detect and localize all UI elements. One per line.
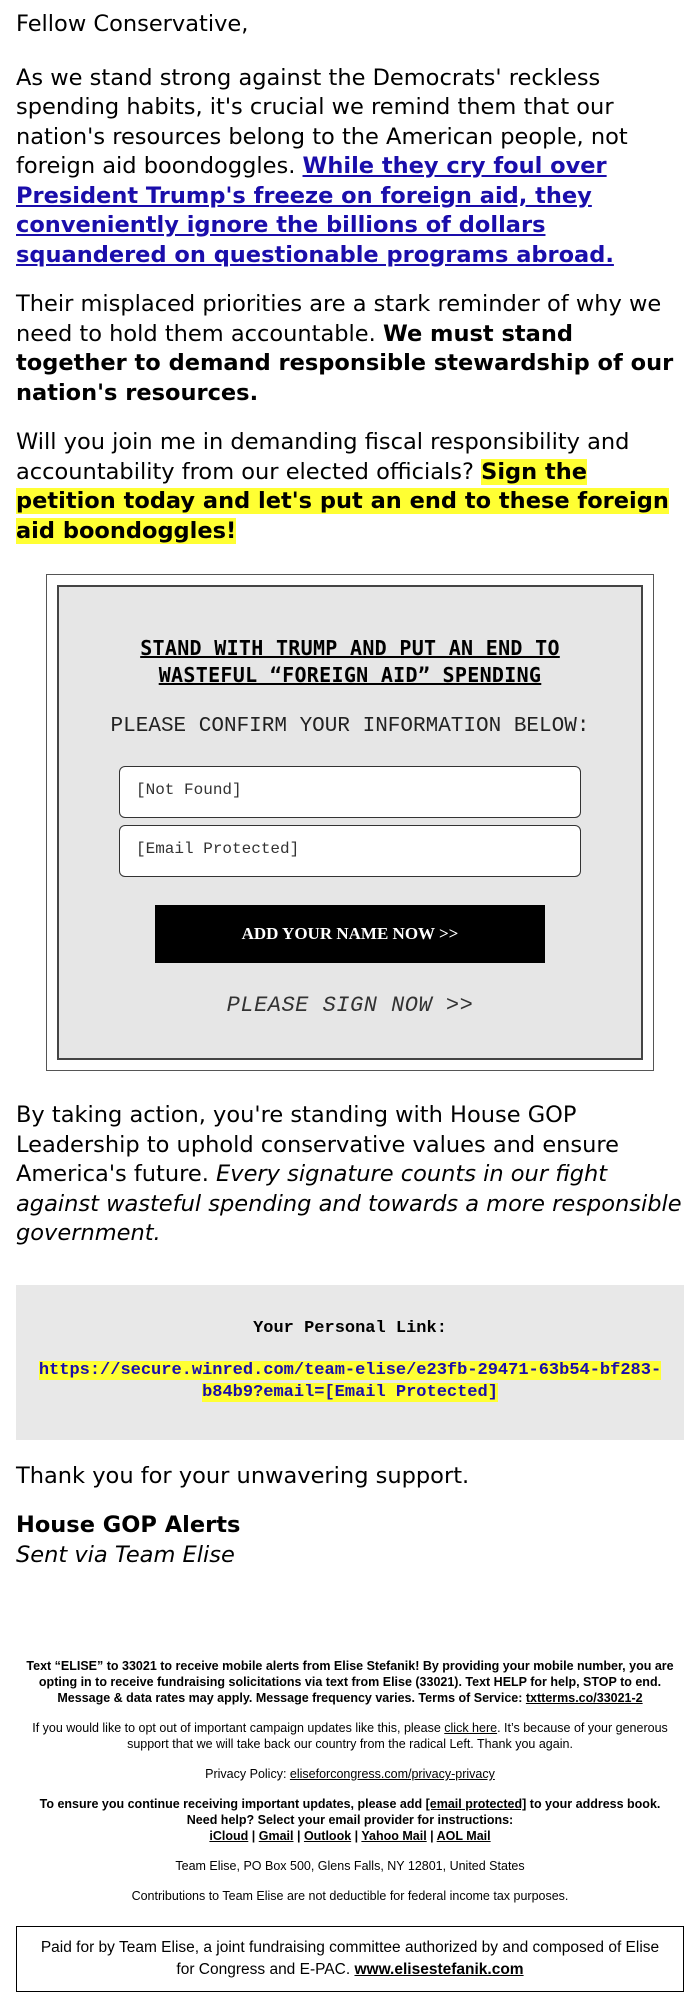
sign-now-link[interactable]: PLEASE SIGN NOW >> <box>226 993 474 1018</box>
personal-link-url[interactable] <box>36 1360 664 1404</box>
privacy-label: Privacy Policy: <box>205 1767 290 1781</box>
privacy-link[interactable]: eliseforcongress.com/privacy-privacy <box>289 1767 495 1781</box>
paragraph-2-bold: We must stand together to demand responsible stewardship of our nation's resources. <box>16 320 674 406</box>
paragraph-1 <box>16 64 684 271</box>
paragraph-1-text: As we stand strong against the Democrats' reckless spending habits, it's crucial we remind them that our nation's resources belong to the American people, not foreign aid boondoggles. <box>16 64 628 179</box>
provider-separator: | <box>426 1829 437 1843</box>
sender-email-link[interactable]: [email protected] <box>425 1797 527 1811</box>
optout-post: . It’s because of your generous support that we will take back our country from the radical Left. Thank you again. <box>127 1721 668 1751</box>
provider-icloud-link[interactable]: iCloud <box>209 1829 249 1843</box>
sent-via: Sent via Team Elise <box>16 1541 235 1568</box>
sms-disclaimer <box>26 1658 674 1706</box>
thanks-text: Thank you for your unwavering support. <box>16 1462 470 1489</box>
paragraph-2-text: Their misplaced priorities are a stark reminder of why we need to hold them accountable. <box>16 291 662 347</box>
provider-yahoo-link[interactable]: Yahoo Mail <box>361 1829 427 1843</box>
paragraph-4-text: By taking action, you're standing with House GOP Leadership to uphold conservative values and ensure America's future. <box>16 1102 620 1187</box>
sender-name: House GOP Alerts <box>16 1512 241 1538</box>
petition-form-panel <box>57 585 643 1060</box>
provider-aol-link[interactable]: AOL Mail <box>436 1829 491 1843</box>
optout-pre: If you would like to opt out of important campaign updates like this, please <box>32 1721 445 1735</box>
foreign-aid-link[interactable]: While they cry foul over President Trump's freeze on foreign aid, they conveniently ignore the billions of dollars squandered on questionable programs abroad. <box>16 153 614 268</box>
provider-separator: | <box>293 1829 304 1843</box>
personal-link-label: Your Personal Link: <box>253 1318 447 1338</box>
sms-text: Text “ELISE” to 33021 to receive mobile alerts from Elise Stefanik! By providing your mobile number, you are opting in to receive fundraising solicitations via text from Elise (33021). Text HELP for help, STOP to end. Message & data rates may apply. Message frequency varies. Terms of Service: <box>26 1659 674 1705</box>
addr-post: to your address book. Need help? Select your email provider for instructions: <box>186 1797 661 1827</box>
personal-link-url-text[interactable]: https://secure.winred.com/team-elise/e23fb-29471-63b54-bf283-b84b9?email=[Email Protected] <box>38 1360 662 1402</box>
footer <box>16 1658 684 1904</box>
email-field[interactable]: [Email Protected] <box>119 825 581 877</box>
paid-for-text: Paid for by Team Elise, a joint fundraising committee authorized by and composed of Elise for Congress and E-PAC. <box>40 1939 660 1978</box>
add-your-name-button[interactable]: ADD YOUR NAME NOW >> <box>155 905 545 963</box>
greeting: Fellow Conservative, <box>16 11 249 37</box>
name-field[interactable]: [Not Found] <box>119 766 581 818</box>
petition-highlight: Sign the petition today and let's put an end to these foreign aid boondoggles! <box>16 458 669 544</box>
provider-outlook-link[interactable]: Outlook <box>303 1829 352 1843</box>
paragraph-3 <box>16 428 684 546</box>
addr-pre: To ensure you continue receiving important updates, please add <box>39 1797 426 1811</box>
paragraph-4 <box>16 1101 684 1249</box>
sms-terms-link[interactable]: txtterms.co/33021-2 <box>525 1691 643 1705</box>
paragraph-3-text: Will you join me in demanding fiscal responsibility and accountability from our elected officials? <box>16 429 630 485</box>
personal-link-box <box>16 1285 684 1440</box>
optout-text <box>26 1720 674 1752</box>
petition-form <box>46 574 654 1071</box>
provider-separator: | <box>248 1829 259 1843</box>
paragraph-4-italic: Every signature counts in our fight against wasteful spending and towards a more responsible government. <box>16 1161 682 1246</box>
optout-link[interactable]: click here <box>444 1721 498 1735</box>
tax-deductible-note: Contributions to Team Elise are not deductible for federal income tax purposes. <box>131 1889 569 1903</box>
address-book-note <box>26 1796 674 1844</box>
paragraph-2 <box>16 290 684 408</box>
mailing-address: Team Elise, PO Box 500, Glens Falls, NY 12801, United States <box>175 1859 525 1873</box>
website-link[interactable]: www.elisestefanik.com <box>354 1961 524 1978</box>
form-title: STAND WITH TRUMP AND PUT AN END TO WASTEFUL “FOREIGN AID” SPENDING <box>140 636 560 687</box>
paid-for-by-box <box>16 1926 684 1992</box>
form-subtitle: PLEASE CONFIRM YOUR INFORMATION BELOW: <box>110 715 590 738</box>
provider-gmail-link[interactable]: Gmail <box>258 1829 294 1843</box>
privacy-policy <box>26 1766 674 1782</box>
provider-separator: | <box>351 1829 362 1843</box>
